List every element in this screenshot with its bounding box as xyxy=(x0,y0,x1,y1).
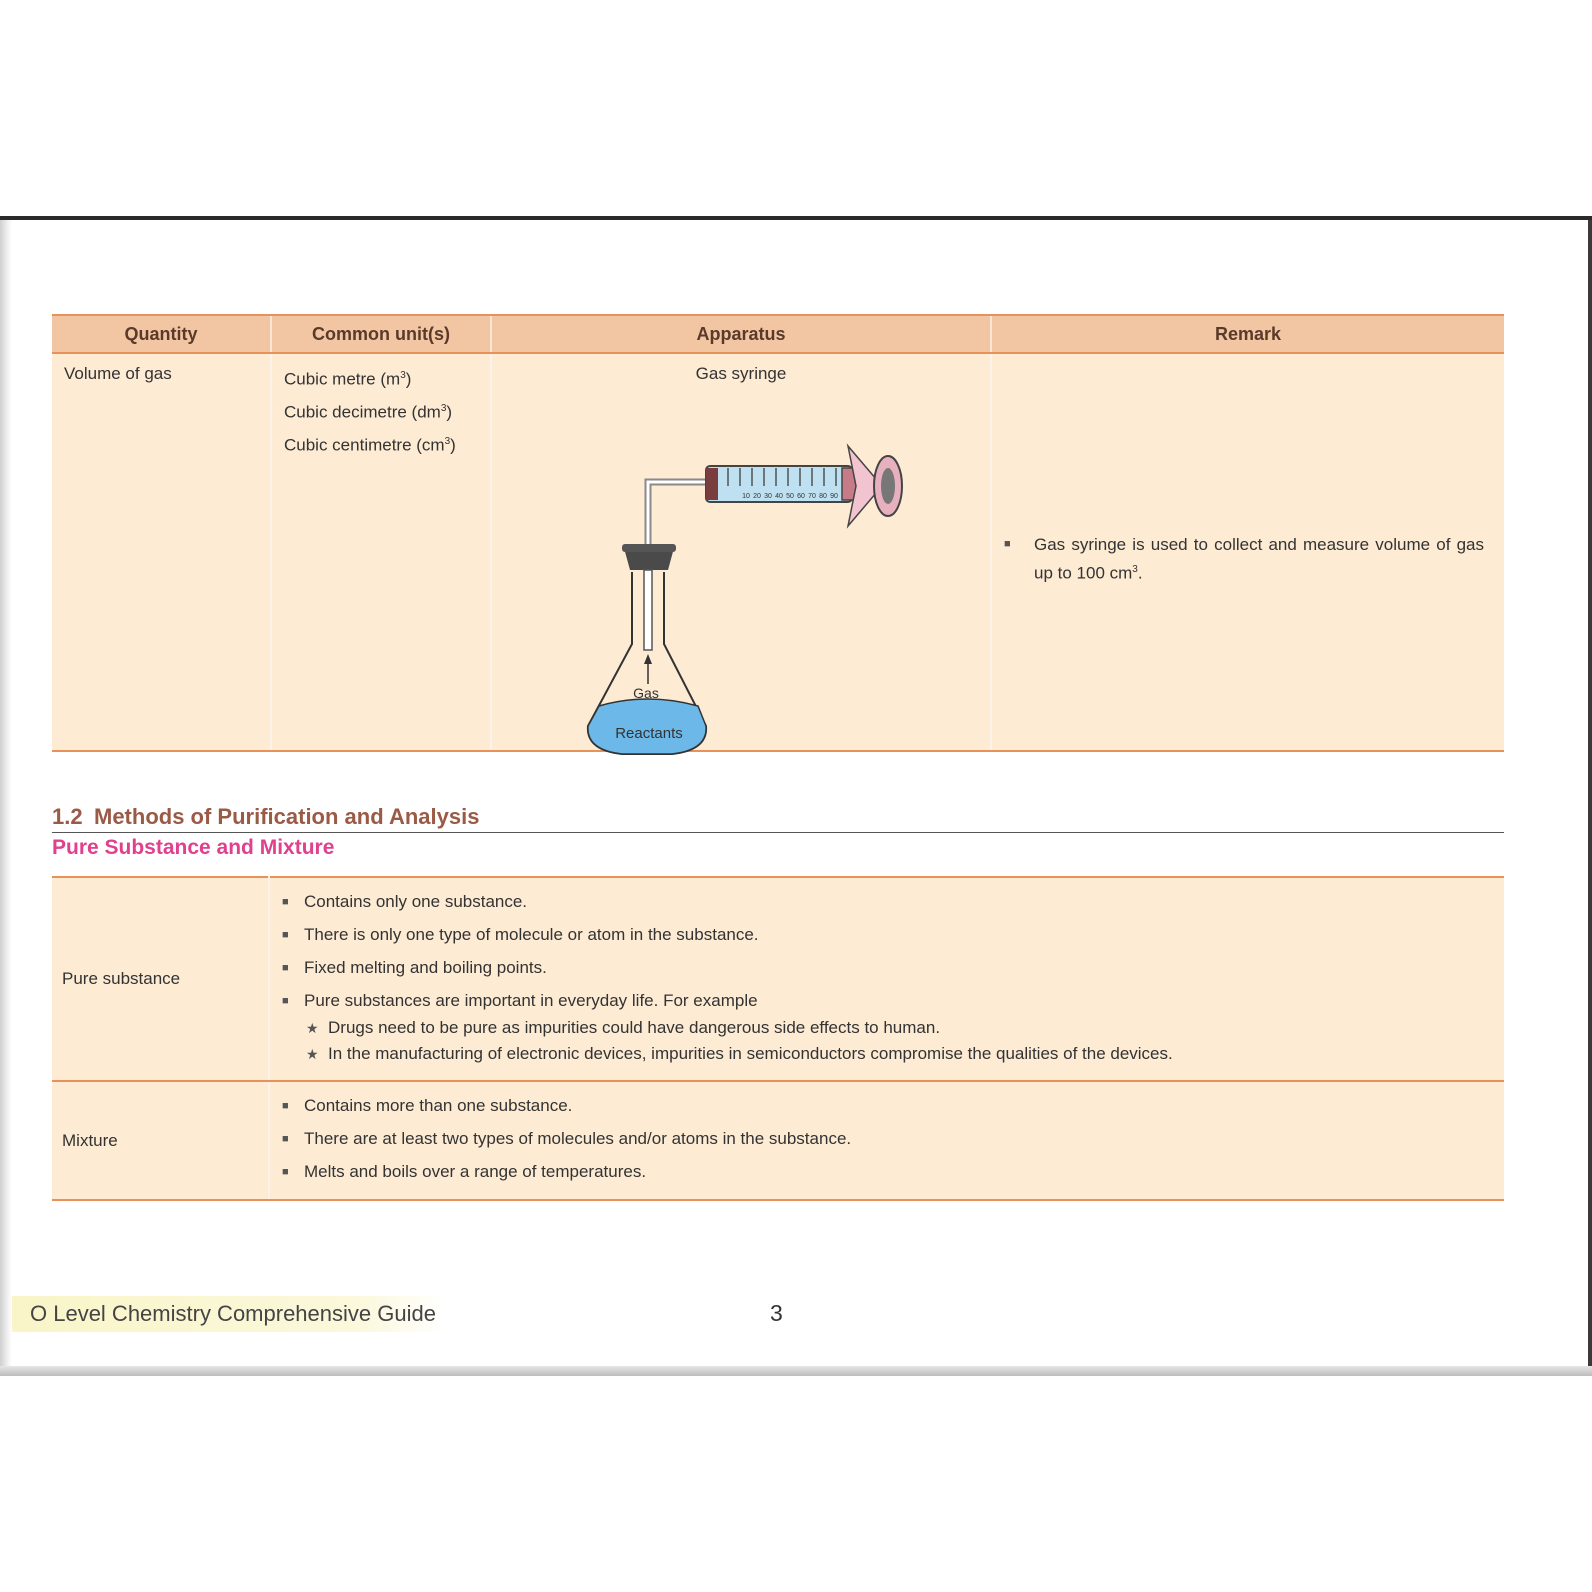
scale-label: 70 xyxy=(808,493,816,500)
list-item: ■ Pure substances are important in everyday life. For example xyxy=(282,989,1504,1013)
remark-item: ■ Gas syringe is used to collect and measure volume of gas up to 100 $cm^3$. xyxy=(1004,532,1484,586)
quantity-table-header xyxy=(52,315,1504,353)
subheading: Pure Substance and Mixture xyxy=(52,836,335,859)
apparatus-label: Gas syringe xyxy=(695,364,787,383)
bullet-icon: ■ xyxy=(1004,538,1011,550)
pure-substance-content xyxy=(269,877,1504,1081)
list-item: ■ Contains only one substance. xyxy=(282,890,1504,914)
cell-apparatus xyxy=(491,353,991,751)
scale-label: 10 xyxy=(742,493,750,500)
bullet-icon: ■ xyxy=(282,1100,289,1112)
page-number: 3 xyxy=(770,1300,783,1326)
list-item: ■ There is only one type of molecule or atom in the substance. xyxy=(282,923,1504,947)
cell-units xyxy=(271,353,491,751)
reactants-label: Reactants xyxy=(615,725,683,742)
header-remark: Remark xyxy=(991,315,1504,353)
scale-label: 60 xyxy=(797,493,805,500)
sub-list-item: ★ In the manufacturing of electronic devices, impurities in semiconductors compromise the qualities of the devices. xyxy=(282,1042,1504,1066)
syringe-scale-labels xyxy=(742,493,838,500)
unit-cubic-decimetre: Cubic decimetre $(dm^3)$ xyxy=(284,402,453,422)
cell-quantity xyxy=(52,353,271,751)
units-list xyxy=(272,354,490,473)
pure-substance-label: Pure substance xyxy=(52,877,269,1081)
sub-list-item: ★ Drugs need to be pure as impurities could have dangerous side effects to human. xyxy=(282,1016,1504,1040)
scale-label: 40 xyxy=(775,493,783,500)
inner-tube xyxy=(644,570,652,650)
scale-label: 30 xyxy=(764,493,772,500)
list-item: ■ Melts and boils over a range of temperatures. xyxy=(282,1160,1504,1184)
scale-label: 90 xyxy=(830,493,838,500)
bullet-icon: ■ xyxy=(282,896,289,908)
unit-cubic-centimetre: Cubic centimetre $(cm^3)$ xyxy=(284,435,456,455)
unit-cubic-metre: Cubic metre $(m^3)$ xyxy=(284,369,412,389)
header-quantity: Quantity xyxy=(52,315,271,353)
scale-label: 50 xyxy=(786,493,794,500)
section-heading xyxy=(52,794,1504,833)
header-units: Common unit(s) xyxy=(271,315,491,353)
quantity-label: Volume of gas xyxy=(64,364,172,383)
arrow-head-icon xyxy=(644,654,652,664)
section-number: 1.2 xyxy=(52,804,83,829)
star-icon: ★ xyxy=(306,1020,319,1036)
bullet-icon: ■ xyxy=(282,995,289,1007)
header-apparatus: Apparatus xyxy=(491,315,991,353)
mixture-label: Mixture xyxy=(52,1081,269,1200)
page-bottom-edge xyxy=(0,1366,1592,1376)
scale-label: 20 xyxy=(753,493,761,500)
bullet-icon: ■ xyxy=(282,962,289,974)
gas-label: Gas xyxy=(633,685,659,701)
page-right-edge xyxy=(1588,220,1592,1376)
syringe-nozzle-seal xyxy=(706,468,718,500)
cell-remark xyxy=(991,353,1504,751)
star-icon: ★ xyxy=(306,1046,319,1062)
bullet-icon: ■ xyxy=(282,1166,289,1178)
page-gutter-shadow xyxy=(0,220,12,1376)
book-title: O Level Chemistry Comprehensive Guide xyxy=(12,1296,446,1332)
scale-label: 80 xyxy=(819,493,827,500)
gas-syringe-diagram xyxy=(492,394,990,742)
mixture-content xyxy=(269,1081,1504,1200)
list-item: ■ There are at least two types of molecules and/or atoms in the substance. xyxy=(282,1127,1504,1151)
list-item: ■ Fixed melting and boiling points. xyxy=(282,956,1504,980)
table-row-mixture xyxy=(52,1081,1504,1200)
section-title: Methods of Purification and Analysis xyxy=(94,804,480,829)
pure-mixture-table xyxy=(52,876,1504,1201)
table-row xyxy=(52,353,1504,751)
bullet-icon: ■ xyxy=(282,1133,289,1145)
list-item: ■ Contains more than one substance. xyxy=(282,1094,1504,1118)
book-page xyxy=(0,216,1592,1376)
bullet-icon: ■ xyxy=(282,929,289,941)
quantity-table xyxy=(52,314,1504,752)
table-row-pure xyxy=(52,877,1504,1081)
